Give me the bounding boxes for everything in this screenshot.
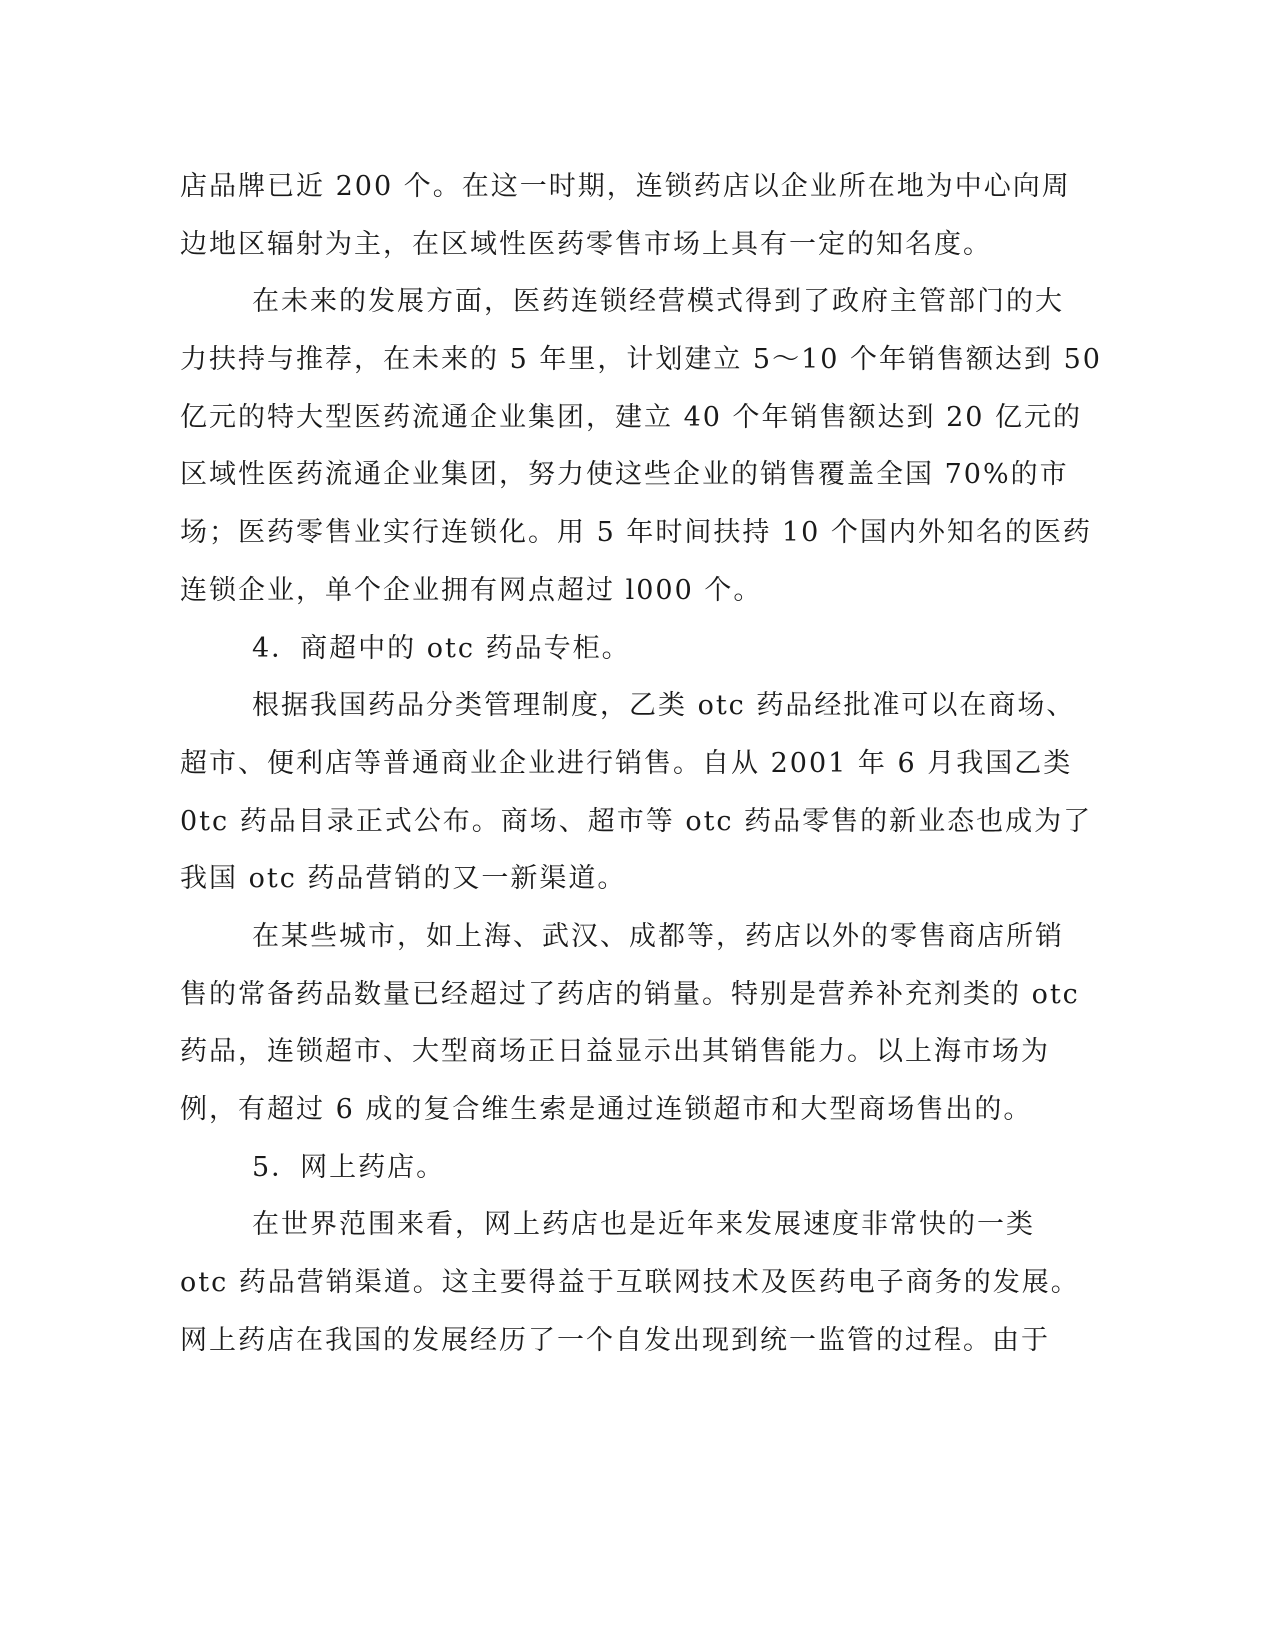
paragraph-start-line: 根据我国药品分类管理制度，乙类 otc 药品经批准可以在商场、 <box>252 690 1076 722</box>
paragraph-start-line: 在某些城市，如上海、武汉、成都等，药店以外的零售商店所销 <box>252 920 1064 952</box>
text-line: 力扶持与推荐，在未来的 5 年里，计划建立 5～10 个年销售额达到 50 <box>180 344 1102 376</box>
paragraph-start-line: 在未来的发展方面，医药连锁经营模式得到了政府主管部门的大 <box>252 286 1064 318</box>
text-line: 售的常备药品数量已经超过了药店的销量。特别是营养补充剂类的 otc <box>180 978 1080 1010</box>
section-heading: 4．商超中的 otc 药品专柜。 <box>252 632 631 664</box>
text-line: 例，有超过 6 成的复合维生索是通过连锁超市和大型商场售出的。 <box>180 1094 1033 1125</box>
text-line: 区域性医药流通企业集团，努力使这些企业的销售覆盖全国 70%的市 <box>180 459 1069 491</box>
text-line: otc 药品营销渠道。这主要得益于互联网技术及医药电子商务的发展。 <box>180 1267 1080 1299</box>
text-line: 我国 otc 药品营销的又一新渠道。 <box>180 863 627 895</box>
text-line: 0tc 药品目录正式公布。商场、超市等 otc 药品零售的新业态也成为了 <box>180 805 1093 837</box>
body-text <box>180 158 1102 1369</box>
section-heading: 5．网上药店。 <box>252 1151 446 1183</box>
text-line: 场；医药零售业实行连锁化。用 5 年时间扶持 10 个国内外知名的医药 <box>180 517 1092 549</box>
paragraph-start-line: 在世界范围来看，网上药店也是近年来发展速度非常快的一类 <box>252 1209 1035 1241</box>
text-line: 药品，连锁超市、大型商场正日益显示出其销售能力。以上海市场为 <box>180 1036 1050 1068</box>
text-line: 超市、便利店等普通商业企业进行销售。自从 2001 年 6 月我国乙类 <box>180 747 1073 779</box>
text-line: 亿元的特大型医药流通企业集团，建立 40 个年销售额达到 20 亿元的 <box>180 401 1083 433</box>
text-line: 店品牌已近 200 个。在这一时期，连锁药店以企业所在地为中心向周 <box>180 171 1071 202</box>
text-line: 边地区辐射为主，在区域性医药零售市场上具有一定的知名度。 <box>180 228 992 260</box>
text-line: 连锁企业，单个企业拥有网点超过 l000 个。 <box>180 574 763 606</box>
text-line: 网上药店在我国的发展经历了一个自发出现到统一监管的过程。由于 <box>180 1324 1050 1356</box>
